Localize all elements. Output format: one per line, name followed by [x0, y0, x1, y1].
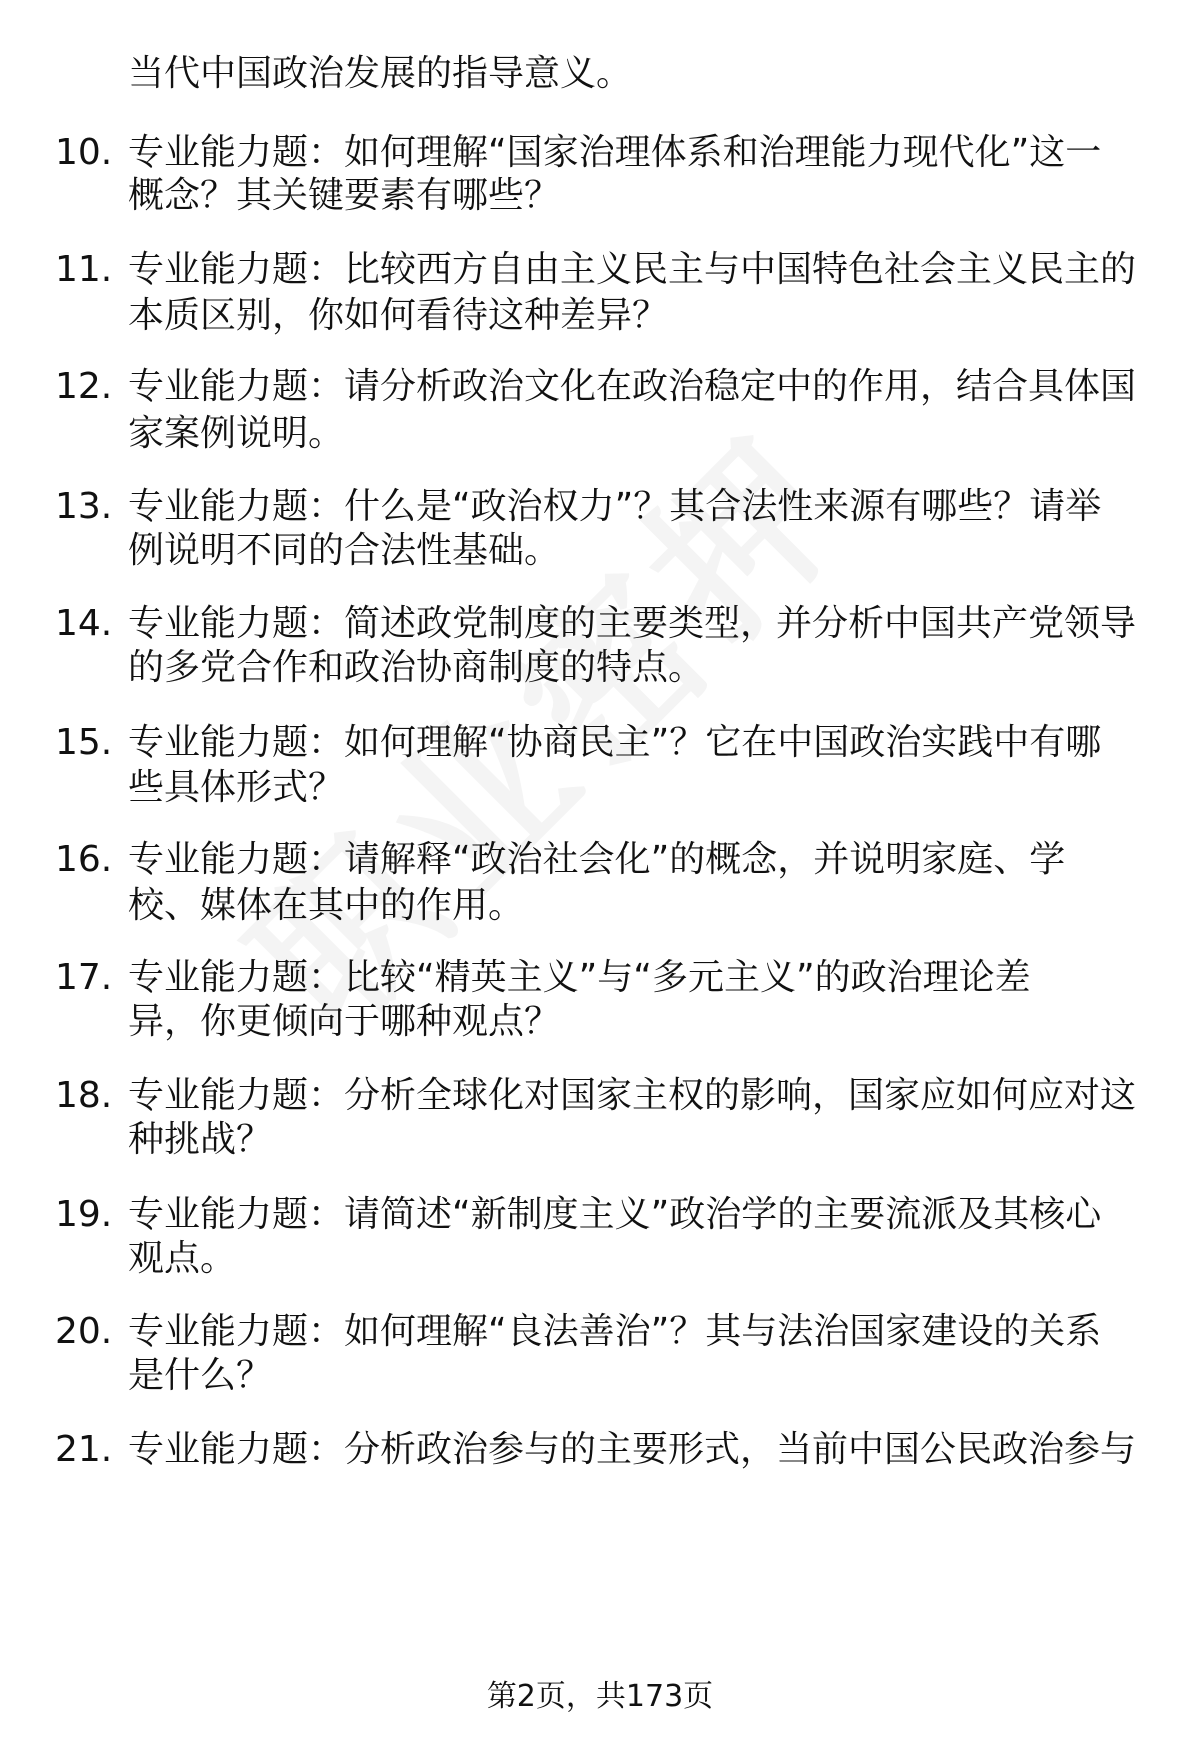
item-number: 13.: [55, 486, 113, 527]
item-text-line2: 些具体形式？: [128, 767, 345, 808]
item-number: 15.: [55, 722, 113, 763]
item-text-line2: 本质区别，你如何看待这种差异？: [128, 295, 669, 336]
item-text-line1: 专业能力题：请解释“政治社会化”的概念，并说明家庭、学: [128, 839, 1066, 880]
item-number: 17.: [55, 957, 113, 998]
item-text-line2: 家案例说明。: [128, 413, 345, 454]
item-text-line2: 校、媒体在其中的作用。: [128, 885, 525, 926]
item-text-line1: 专业能力题：如何理解“良法善治”？其与法治国家建设的关系: [128, 1311, 1102, 1352]
item-text-line2: 是什么？: [128, 1355, 273, 1396]
item-number: 16.: [55, 839, 113, 880]
item-text-line1: 专业能力题：如何理解“国家治理体系和治理能力现代化”这一: [128, 132, 1102, 173]
item-text-line2: 异，你更倾向于哪种观点？: [128, 1001, 561, 1042]
item-number: 19.: [55, 1194, 113, 1235]
item-text-line1: 专业能力题：比较西方自由主义民主与中国特色社会主义民主的: [128, 249, 1137, 290]
item-text-line1: 专业能力题：请简述“新制度主义”政治学的主要流派及其核心: [128, 1194, 1102, 1235]
item-number: 20.: [55, 1311, 113, 1352]
item-text-line1: 专业能力题：简述政党制度的主要类型，并分析中国共产党领导: [128, 603, 1137, 644]
item-text-line1: 专业能力题：请分析政治文化在政治稳定中的作用，结合具体国: [128, 366, 1137, 407]
item-text-line1: 专业能力题：比较“精英主义”与“多元主义”的政治理论差: [128, 957, 1031, 998]
item-number: 18.: [55, 1075, 113, 1116]
item-text-line2: 观点。: [128, 1238, 237, 1279]
item-text-line2: 种挑战？: [128, 1119, 273, 1160]
page-footer: 第2页，共173页: [486, 1679, 714, 1714]
item-number: 21.: [55, 1429, 113, 1470]
item-text-line1: 专业能力题：什么是“政治权力”？其合法性来源有哪些？请举: [128, 486, 1102, 527]
item-text-line2: 概念？其关键要素有哪些？: [128, 175, 561, 216]
item-text-line2: 的多党合作和政治协商制度的特点。: [128, 647, 705, 688]
item-number: 10.: [55, 132, 113, 173]
lead-line: 当代中国政治发展的指导意义。: [128, 53, 633, 94]
item-number: 12.: [55, 366, 113, 407]
item-text-line1: 专业能力题：分析政治参与的主要形式，当前中国公民政治参与: [128, 1429, 1137, 1470]
item-text-line2: 例说明不同的合法性基础。: [128, 530, 561, 571]
item-number: 14.: [55, 603, 113, 644]
item-text-line1: 专业能力题：如何理解“协商民主”？它在中国政治实践中有哪: [128, 722, 1102, 763]
item-number: 11.: [55, 249, 113, 290]
item-text-line1: 专业能力题：分析全球化对国家主权的影响，国家应如何应对这: [128, 1075, 1137, 1116]
